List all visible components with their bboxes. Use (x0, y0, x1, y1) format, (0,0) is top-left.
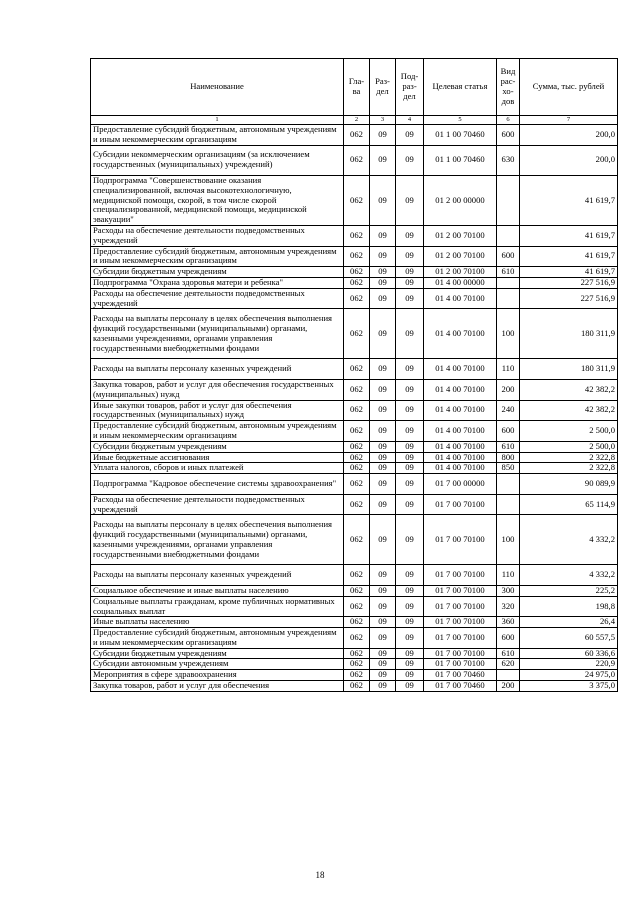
row-expense-type (497, 288, 520, 309)
row-sum: 41 619,7 (520, 175, 618, 225)
row-expense-type: 610 (497, 441, 520, 452)
row-target-code: 01 1 00 70460 (424, 145, 497, 175)
row-razdel: 09 (370, 125, 396, 146)
row-podrazdel: 09 (396, 452, 424, 463)
row-target-code: 01 4 00 70100 (424, 309, 497, 359)
row-glava: 062 (344, 585, 370, 596)
column-number: 1 (91, 116, 344, 125)
row-name: Закупка товаров, работ и услуг для обеспечения государственных (муниципальных) нужд (91, 379, 344, 400)
row-target-code: 01 4 00 70100 (424, 288, 497, 309)
row-expense-type: 320 (497, 596, 520, 617)
row-glava: 062 (344, 452, 370, 463)
header-row (91, 59, 618, 116)
row-sum: 42 382,2 (520, 400, 618, 421)
row-razdel: 09 (370, 565, 396, 586)
row-podrazdel: 09 (396, 463, 424, 474)
row-razdel: 09 (370, 452, 396, 463)
row-expense-type (497, 277, 520, 288)
row-target-code: 01 2 00 70100 (424, 267, 497, 278)
row-podrazdel: 09 (396, 421, 424, 442)
header-vid: Вид рас-хо-дов (497, 59, 520, 116)
table-row (91, 400, 618, 421)
table-row (91, 145, 618, 175)
row-glava: 062 (344, 277, 370, 288)
row-podrazdel: 09 (396, 309, 424, 359)
row-target-code: 01 7 00 70100 (424, 596, 497, 617)
row-sum: 26,4 (520, 617, 618, 628)
row-target-code: 01 2 00 70100 (424, 246, 497, 267)
table-row (91, 277, 618, 288)
row-name: Субсидии автономным учреждениям (91, 659, 344, 670)
row-sum: 42 382,2 (520, 379, 618, 400)
row-podrazdel: 09 (396, 474, 424, 495)
row-podrazdel: 09 (396, 681, 424, 692)
header-podrazdel: Под-раз-дел (396, 59, 424, 116)
row-sum: 2 322,8 (520, 463, 618, 474)
row-name: Расходы на выплаты персоналу в целях обеспечения выполнения функций государственными (муниципальными) органами, казенными учреждениями, органами управления государственными внебюджетными фондами (91, 309, 344, 359)
column-number: 4 (396, 116, 424, 125)
row-expense-type: 620 (497, 659, 520, 670)
row-podrazdel: 09 (396, 145, 424, 175)
row-razdel: 09 (370, 246, 396, 267)
row-sum: 41 619,7 (520, 225, 618, 246)
row-podrazdel: 09 (396, 125, 424, 146)
row-podrazdel: 09 (396, 246, 424, 267)
row-glava: 062 (344, 288, 370, 309)
row-podrazdel: 09 (396, 359, 424, 380)
row-target-code: 01 4 00 70100 (424, 441, 497, 452)
table-row (91, 309, 618, 359)
row-glava: 062 (344, 474, 370, 495)
row-name: Социальные выплаты гражданам, кроме публичных нормативных социальных выплат (91, 596, 344, 617)
row-name: Мероприятия в сфере здравоохранения (91, 670, 344, 681)
row-sum: 227 516,9 (520, 277, 618, 288)
column-number: 7 (520, 116, 618, 125)
row-razdel: 09 (370, 288, 396, 309)
row-expense-type: 850 (497, 463, 520, 474)
row-razdel: 09 (370, 617, 396, 628)
row-glava: 062 (344, 659, 370, 670)
table-row (91, 288, 618, 309)
row-glava: 062 (344, 463, 370, 474)
table-row (91, 225, 618, 246)
row-target-code: 01 4 00 70100 (424, 379, 497, 400)
row-expense-type: 110 (497, 565, 520, 586)
row-expense-type: 300 (497, 585, 520, 596)
row-glava: 062 (344, 494, 370, 515)
row-name: Расходы на обеспечение деятельности подведомственных учреждений (91, 225, 344, 246)
table-row (91, 463, 618, 474)
row-name: Уплата налогов, сборов и иных платежей (91, 463, 344, 474)
row-razdel: 09 (370, 267, 396, 278)
row-expense-type: 200 (497, 681, 520, 692)
column-number: 3 (370, 116, 396, 125)
column-number: 6 (497, 116, 520, 125)
row-podrazdel: 09 (396, 400, 424, 421)
row-target-code: 01 7 00 70100 (424, 659, 497, 670)
row-target-code: 01 4 00 00000 (424, 277, 497, 288)
row-podrazdel: 09 (396, 596, 424, 617)
row-sum: 41 619,7 (520, 267, 618, 278)
row-expense-type: 600 (497, 421, 520, 442)
header-name: Наименование (91, 59, 344, 116)
row-target-code: 01 7 00 00000 (424, 474, 497, 495)
row-expense-type: 360 (497, 617, 520, 628)
row-expense-type: 100 (497, 515, 520, 565)
row-name: Иные выплаты населению (91, 617, 344, 628)
row-razdel: 09 (370, 379, 396, 400)
row-target-code: 01 7 00 70100 (424, 565, 497, 586)
row-razdel: 09 (370, 277, 396, 288)
row-name: Субсидии бюджетным учреждениям (91, 441, 344, 452)
header-target: Целевая статья (424, 59, 497, 116)
row-razdel: 09 (370, 400, 396, 421)
row-name: Субсидии бюджетным учреждениям (91, 267, 344, 278)
table-row (91, 359, 618, 380)
row-target-code: 01 7 00 70100 (424, 585, 497, 596)
table-row (91, 585, 618, 596)
row-target-code: 01 7 00 70100 (424, 617, 497, 628)
row-expense-type: 600 (497, 125, 520, 146)
row-sum: 60 336,6 (520, 648, 618, 659)
row-glava: 062 (344, 648, 370, 659)
row-glava: 062 (344, 441, 370, 452)
column-number-row (91, 116, 618, 125)
header-glava: Гла-ва (344, 59, 370, 116)
row-expense-type (497, 175, 520, 225)
page-number: 18 (315, 870, 325, 880)
table-row (91, 246, 618, 267)
row-target-code: 01 7 00 70100 (424, 494, 497, 515)
row-razdel: 09 (370, 225, 396, 246)
row-sum: 180 311,9 (520, 359, 618, 380)
row-razdel: 09 (370, 515, 396, 565)
row-podrazdel: 09 (396, 267, 424, 278)
row-expense-type: 240 (497, 400, 520, 421)
row-razdel: 09 (370, 494, 396, 515)
row-target-code: 01 7 00 70100 (424, 515, 497, 565)
row-name: Расходы на выплаты персоналу казенных учреждений (91, 359, 344, 380)
row-razdel: 09 (370, 175, 396, 225)
row-expense-type (497, 494, 520, 515)
table-row (91, 474, 618, 495)
row-name: Закупка товаров, работ и услуг для обеспечения (91, 681, 344, 692)
row-expense-type: 100 (497, 309, 520, 359)
table-row (91, 452, 618, 463)
row-name: Субсидии некоммерческим организациям (за исключением государственных (муниципальных) учреждений) (91, 145, 344, 175)
row-sum: 225,2 (520, 585, 618, 596)
row-target-code: 01 7 00 70460 (424, 670, 497, 681)
row-expense-type: 200 (497, 379, 520, 400)
row-glava: 062 (344, 681, 370, 692)
row-razdel: 09 (370, 648, 396, 659)
row-name: Предоставление субсидий бюджетным, автономным учреждениям и иным некоммерческим организациям (91, 246, 344, 267)
row-target-code: 01 1 00 70460 (424, 125, 497, 146)
row-sum: 3 375,0 (520, 681, 618, 692)
row-expense-type: 110 (497, 359, 520, 380)
row-expense-type: 630 (497, 145, 520, 175)
table-row (91, 441, 618, 452)
row-glava: 062 (344, 225, 370, 246)
row-podrazdel: 09 (396, 659, 424, 670)
table-row (91, 494, 618, 515)
row-razdel: 09 (370, 628, 396, 649)
row-sum: 200,0 (520, 125, 618, 146)
row-podrazdel: 09 (396, 617, 424, 628)
row-sum: 2 500,0 (520, 441, 618, 452)
budget-table (90, 58, 618, 692)
row-podrazdel: 09 (396, 379, 424, 400)
table-row (91, 125, 618, 146)
row-expense-type: 800 (497, 452, 520, 463)
row-glava: 062 (344, 125, 370, 146)
row-glava: 062 (344, 400, 370, 421)
row-podrazdel: 09 (396, 565, 424, 586)
row-sum: 4 332,2 (520, 565, 618, 586)
row-name: Предоставление субсидий бюджетным, автономным учреждениям и иным некоммерческим организациям (91, 125, 344, 146)
row-name: Подпрограмма "Кадровое обеспечение системы здравоохранения" (91, 474, 344, 495)
row-glava: 062 (344, 145, 370, 175)
row-sum: 180 311,9 (520, 309, 618, 359)
row-target-code: 01 4 00 70100 (424, 400, 497, 421)
table-row (91, 565, 618, 586)
row-sum: 2 322,8 (520, 452, 618, 463)
row-name: Подпрограмма "Охрана здоровья матери и ребенка" (91, 277, 344, 288)
row-glava: 062 (344, 670, 370, 681)
row-target-code: 01 4 00 70100 (424, 421, 497, 442)
row-sum: 65 114,9 (520, 494, 618, 515)
table-row (91, 670, 618, 681)
row-name: Расходы на обеспечение деятельности подведомственных учреждений (91, 494, 344, 515)
row-expense-type: 610 (497, 267, 520, 278)
row-razdel: 09 (370, 681, 396, 692)
row-glava: 062 (344, 359, 370, 380)
row-expense-type (497, 670, 520, 681)
table-row (91, 515, 618, 565)
table-body (91, 125, 618, 692)
row-podrazdel: 09 (396, 670, 424, 681)
row-target-code: 01 2 00 00000 (424, 175, 497, 225)
row-razdel: 09 (370, 596, 396, 617)
row-razdel: 09 (370, 359, 396, 380)
row-sum: 220,9 (520, 659, 618, 670)
row-sum: 227 516,9 (520, 288, 618, 309)
row-expense-type: 610 (497, 648, 520, 659)
row-glava: 062 (344, 175, 370, 225)
row-sum: 2 500,0 (520, 421, 618, 442)
row-razdel: 09 (370, 421, 396, 442)
row-name: Подпрограмма "Совершенствование оказания специализированной, включая высокотехнологичную, медицинской помощи, скорой, в том числе скорой специализированной, медицинской помощи, медицинской эвакуации" (91, 175, 344, 225)
row-target-code: 01 7 00 70100 (424, 648, 497, 659)
row-expense-type: 600 (497, 246, 520, 267)
header-sum: Сумма, тыс. рублей (520, 59, 618, 116)
row-glava: 062 (344, 628, 370, 649)
table-row (91, 648, 618, 659)
row-sum: 4 332,2 (520, 515, 618, 565)
table-row (91, 659, 618, 670)
header-razdel: Раз-дел (370, 59, 396, 116)
row-name: Предоставление субсидий бюджетным, автономным учреждениям и иным некоммерческим организациям (91, 628, 344, 649)
row-expense-type (497, 225, 520, 246)
table-row (91, 175, 618, 225)
row-sum: 60 557,5 (520, 628, 618, 649)
row-razdel: 09 (370, 463, 396, 474)
row-podrazdel: 09 (396, 225, 424, 246)
row-name: Иные закупки товаров, работ и услуг для обеспечения государственных (муниципальных) нужд (91, 400, 344, 421)
row-podrazdel: 09 (396, 515, 424, 565)
row-name: Расходы на выплаты персоналу в целях обеспечения выполнения функций государственными (муниципальными) органами, казенными учреждениями, органами управления государственными внебюджетными фондами (91, 515, 344, 565)
row-razdel: 09 (370, 309, 396, 359)
table-row (91, 596, 618, 617)
row-sum: 41 619,7 (520, 246, 618, 267)
row-razdel: 09 (370, 670, 396, 681)
row-target-code: 01 2 00 70100 (424, 225, 497, 246)
row-razdel: 09 (370, 145, 396, 175)
row-razdel: 09 (370, 474, 396, 495)
row-name: Субсидии бюджетным учреждениям (91, 648, 344, 659)
row-target-code: 01 4 00 70100 (424, 359, 497, 380)
row-name: Расходы на обеспечение деятельности подведомственных учреждений (91, 288, 344, 309)
row-target-code: 01 7 00 70460 (424, 681, 497, 692)
row-target-code: 01 4 00 70100 (424, 452, 497, 463)
table-row (91, 379, 618, 400)
row-glava: 062 (344, 246, 370, 267)
row-podrazdel: 09 (396, 648, 424, 659)
row-sum: 198,8 (520, 596, 618, 617)
row-podrazdel: 09 (396, 628, 424, 649)
row-expense-type: 600 (497, 628, 520, 649)
row-name: Иные бюджетные ассигнования (91, 452, 344, 463)
row-glava: 062 (344, 565, 370, 586)
row-glava: 062 (344, 596, 370, 617)
row-podrazdel: 09 (396, 175, 424, 225)
row-name: Предоставление субсидий бюджетным, автономным учреждениям и иным некоммерческим организациям (91, 421, 344, 442)
row-razdel: 09 (370, 659, 396, 670)
row-sum: 200,0 (520, 145, 618, 175)
row-podrazdel: 09 (396, 288, 424, 309)
row-podrazdel: 09 (396, 494, 424, 515)
row-razdel: 09 (370, 441, 396, 452)
table-row (91, 681, 618, 692)
table-row (91, 421, 618, 442)
row-podrazdel: 09 (396, 277, 424, 288)
row-razdel: 09 (370, 585, 396, 596)
row-name: Социальное обеспечение и иные выплаты населению (91, 585, 344, 596)
row-expense-type (497, 474, 520, 495)
row-glava: 062 (344, 267, 370, 278)
column-number: 5 (424, 116, 497, 125)
table-row (91, 628, 618, 649)
row-glava: 062 (344, 379, 370, 400)
row-sum: 90 089,9 (520, 474, 618, 495)
row-glava: 062 (344, 515, 370, 565)
row-sum: 24 975,0 (520, 670, 618, 681)
table-row (91, 267, 618, 278)
row-glava: 062 (344, 421, 370, 442)
table-row (91, 617, 618, 628)
budget-table-sheet (90, 58, 617, 692)
column-number: 2 (344, 116, 370, 125)
row-name: Расходы на выплаты персоналу казенных учреждений (91, 565, 344, 586)
row-podrazdel: 09 (396, 441, 424, 452)
row-glava: 062 (344, 309, 370, 359)
row-target-code: 01 7 00 70100 (424, 628, 497, 649)
row-glava: 062 (344, 617, 370, 628)
row-target-code: 01 4 00 70100 (424, 463, 497, 474)
row-podrazdel: 09 (396, 585, 424, 596)
